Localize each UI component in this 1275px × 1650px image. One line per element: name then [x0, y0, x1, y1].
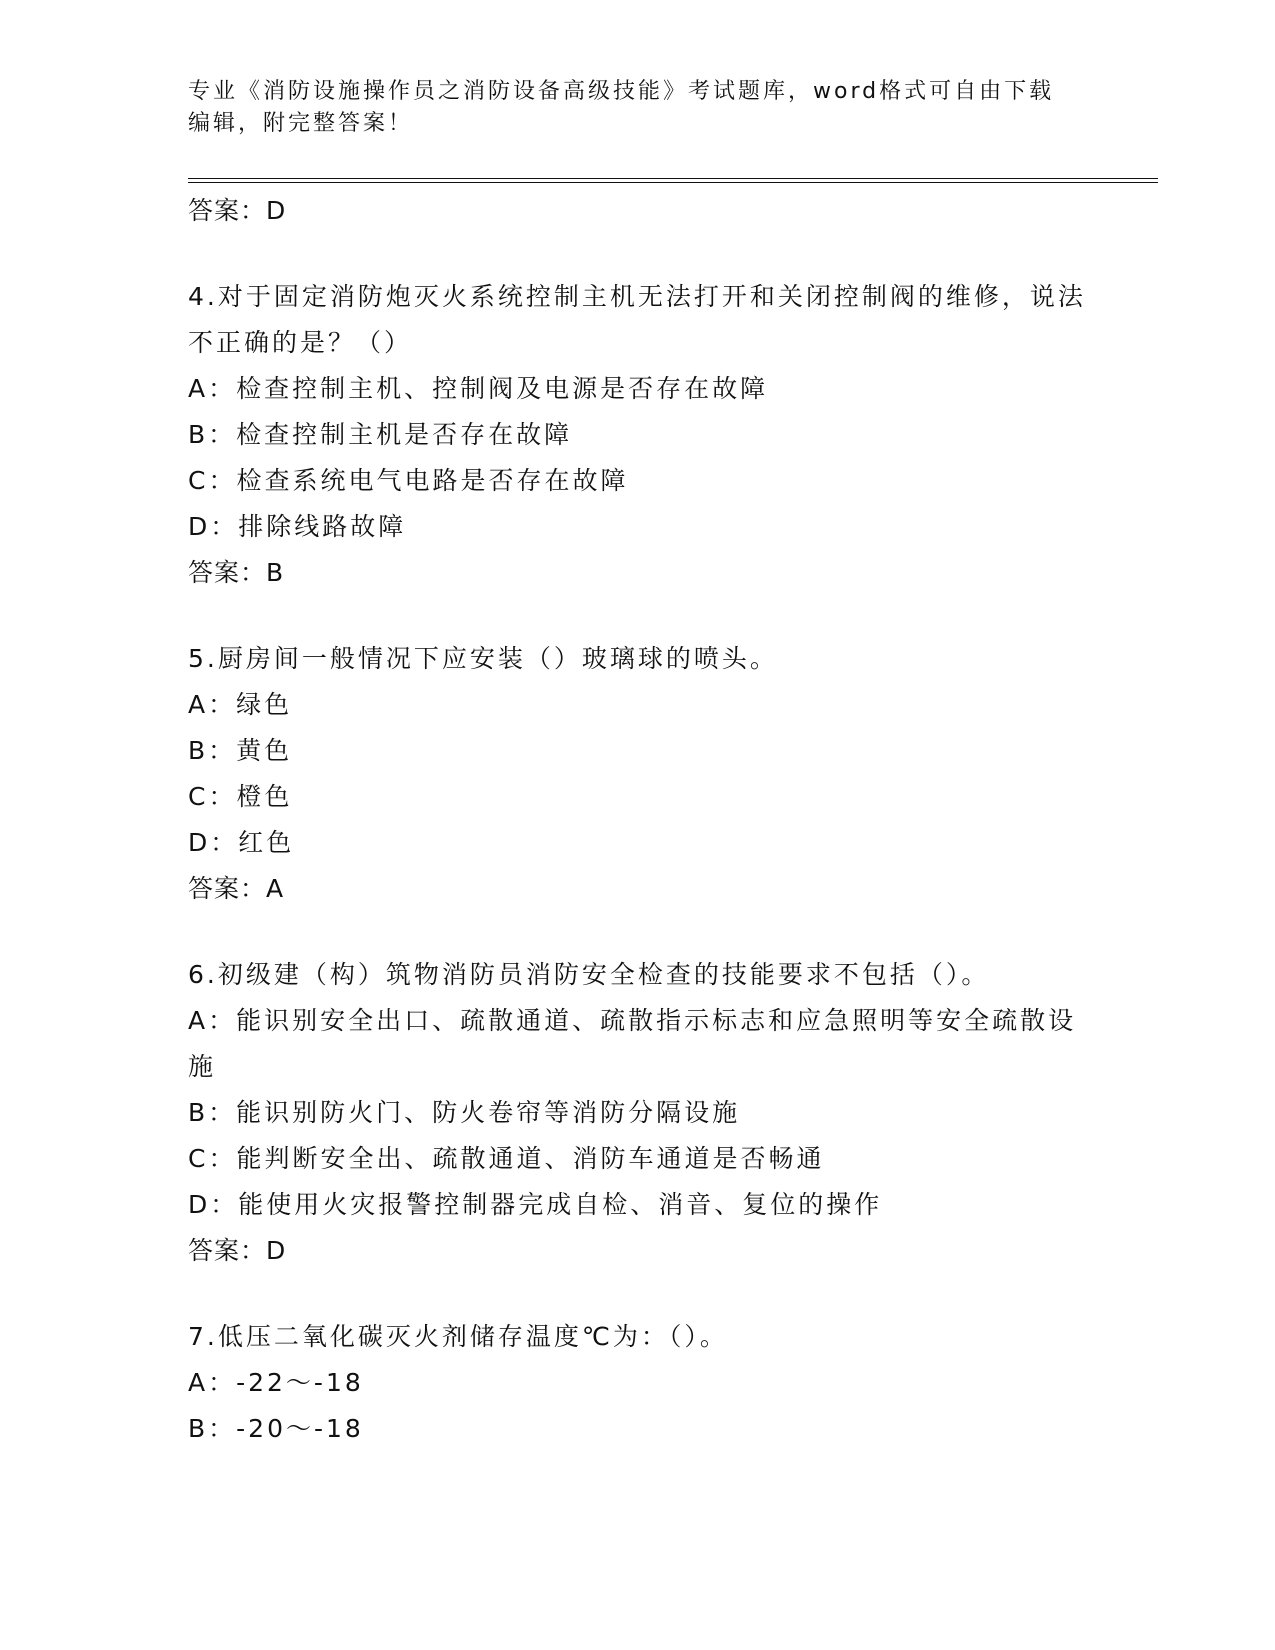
option-b: B：能识别防火门、防火卷帘等消防分隔设施	[188, 1098, 741, 1127]
document-header: 专业《消防设施操作员之消防设备高级技能》考试题库，word格式可自由下载编辑，附完整答案！	[188, 79, 1055, 136]
answer-label: 答案：B	[188, 558, 285, 587]
question-stem: 6.初级建（构）筑物消防员消防安全检查的技能要求不包括（）。	[188, 960, 990, 989]
answer-label: 答案：D	[188, 1236, 287, 1265]
option-c: C：能判断安全出、疏散通道、消防车通道是否畅通	[188, 1144, 825, 1173]
option-a: A：-22～-18	[188, 1368, 364, 1397]
option-d: D：红色	[188, 828, 295, 857]
answer-label: 答案：A	[188, 874, 285, 903]
option-b: B：黄色	[188, 736, 293, 765]
question-5	[188, 636, 1088, 912]
question-stem: 7.低压二氧化碳灭火剂储存温度℃为：（）。	[188, 1322, 728, 1351]
question-list	[188, 188, 1088, 1452]
question-stem: 4.对于固定消防炮灭火系统控制主机无法打开和关闭控制阀的维修，说法不正确的是？（）	[188, 282, 1086, 357]
header-divider	[188, 178, 1158, 183]
option-b: B：检查控制主机是否存在故障	[188, 420, 573, 449]
document-page	[188, 0, 1158, 1650]
option-c: C：橙色	[188, 782, 293, 811]
question-7	[188, 1314, 1088, 1452]
option-d: D：能使用火灾报警控制器完成自检、消音、复位的操作	[188, 1190, 883, 1219]
question-6	[188, 952, 1088, 1274]
option-a: A：检查控制主机、控制阀及电源是否存在故障	[188, 374, 769, 403]
question-4	[188, 274, 1088, 596]
option-a: A：绿色	[188, 690, 293, 719]
answer-label: 答案：D	[188, 196, 287, 225]
option-b: B：-20～-18	[188, 1414, 364, 1443]
option-d: D：排除线路故障	[188, 512, 407, 541]
option-c: C：检查系统电气电路是否存在故障	[188, 466, 629, 495]
question-stem: 5.厨房间一般情况下应安装（）玻璃球的喷头。	[188, 644, 778, 673]
option-a: A：能识别安全出口、疏散通道、疏散指示标志和应急照明等安全疏散设施	[188, 1006, 1077, 1081]
